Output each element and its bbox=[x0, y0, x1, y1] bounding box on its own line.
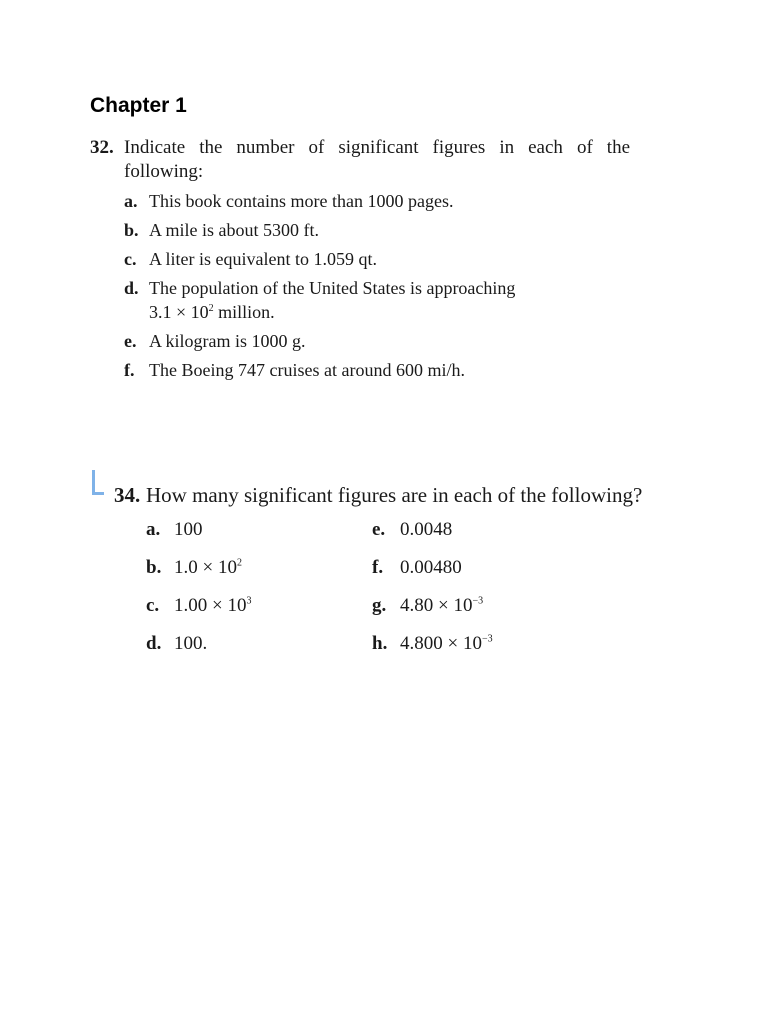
item-exponent: 3 bbox=[246, 595, 252, 607]
item-base: 4.800 × 10 bbox=[400, 633, 482, 654]
items-column-right bbox=[372, 518, 602, 670]
item-text-tail: million. bbox=[213, 302, 275, 322]
list-item bbox=[124, 276, 630, 324]
item-letter: a. bbox=[146, 519, 161, 540]
item-value bbox=[400, 556, 462, 594]
item-value bbox=[400, 594, 483, 632]
item-letter: b. bbox=[146, 557, 162, 578]
item-text-base: 3.1 × 10 bbox=[149, 302, 209, 322]
item-letter: d. bbox=[124, 278, 139, 298]
item-text: A mile is about 5300 ft. bbox=[149, 220, 319, 240]
list-item bbox=[124, 358, 630, 382]
item-value bbox=[400, 632, 493, 670]
item-value bbox=[174, 556, 242, 594]
item-value bbox=[174, 518, 203, 556]
item-base: 1.00 × 10 bbox=[174, 595, 247, 616]
list-item bbox=[124, 329, 630, 353]
list-item bbox=[372, 632, 602, 670]
question-32 bbox=[90, 136, 630, 382]
item-letter: c. bbox=[124, 249, 137, 269]
list-item bbox=[372, 594, 602, 632]
list-item bbox=[146, 556, 376, 594]
item-letter: d. bbox=[146, 633, 162, 654]
item-letter: c. bbox=[146, 595, 160, 616]
list-item bbox=[372, 518, 602, 556]
item-text bbox=[149, 276, 630, 324]
item-letter: f. bbox=[124, 360, 135, 380]
item-letter: g. bbox=[372, 595, 387, 616]
question-34-stem bbox=[96, 470, 656, 508]
list-item bbox=[124, 218, 630, 242]
item-base: 100. bbox=[174, 633, 208, 654]
list-item bbox=[124, 247, 630, 271]
item-letter: a. bbox=[124, 191, 138, 211]
item-base: 0.00480 bbox=[400, 557, 462, 578]
item-text: A kilogram is 1000 g. bbox=[149, 331, 306, 351]
item-base: 1.0 × 10 bbox=[174, 557, 237, 578]
question-number: 32. bbox=[90, 137, 114, 158]
item-text-exponent: 2 bbox=[208, 303, 214, 314]
item-text-line1: The population of the United States is approaching bbox=[149, 278, 516, 298]
list-item bbox=[146, 518, 376, 556]
item-base: 0.0048 bbox=[400, 519, 453, 540]
question-prompt: How many significant figures are in each of the following? bbox=[146, 483, 643, 507]
item-exponent: 2 bbox=[236, 557, 242, 569]
item-letter: b. bbox=[124, 220, 139, 240]
chapter-title: Chapter 1 bbox=[90, 94, 187, 117]
question-prompt: Indicate the number of significant figures in each of the following: bbox=[124, 137, 630, 182]
item-letter: f. bbox=[372, 557, 384, 578]
item-text: A liter is equivalent to 1.059 qt. bbox=[149, 249, 377, 269]
list-item bbox=[372, 556, 602, 594]
list-item bbox=[124, 189, 630, 213]
question-34 bbox=[96, 470, 656, 678]
item-letter: e. bbox=[124, 331, 137, 351]
item-value bbox=[174, 594, 251, 632]
items-column-left bbox=[146, 518, 376, 670]
item-letter: h. bbox=[372, 633, 388, 654]
item-exponent: −3 bbox=[472, 595, 484, 607]
item-base: 100 bbox=[174, 519, 203, 540]
item-base: 4.80 × 10 bbox=[400, 595, 473, 616]
question-number: 34. bbox=[114, 483, 141, 507]
item-text: The Boeing 747 cruises at around 600 mi/h. bbox=[149, 360, 465, 380]
list-item bbox=[146, 594, 376, 632]
question-32-items bbox=[124, 189, 630, 382]
item-text: This book contains more than 1000 pages. bbox=[149, 191, 454, 211]
text-cursor-marker bbox=[92, 470, 104, 495]
question-32-stem bbox=[90, 136, 630, 184]
question-34-items bbox=[146, 518, 656, 678]
item-value bbox=[400, 518, 452, 556]
item-value bbox=[174, 632, 207, 670]
list-item bbox=[146, 632, 376, 670]
item-exponent: −3 bbox=[481, 633, 493, 645]
item-letter: e. bbox=[372, 519, 386, 540]
